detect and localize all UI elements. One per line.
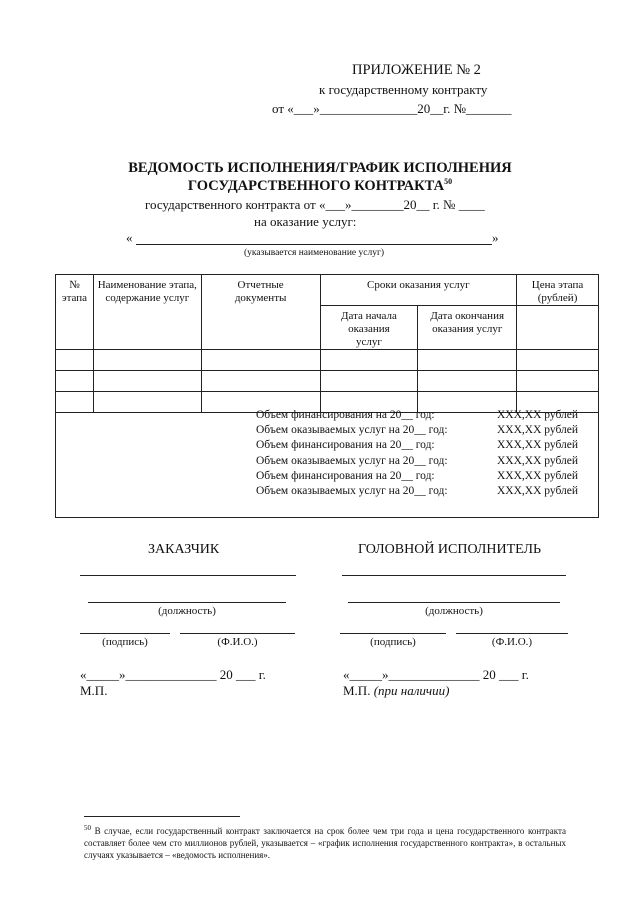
document-heading-text: ГОСУДАРСТВЕННОГО КОНТРАКТА [187,177,445,194]
financing-label: Объем оказываемых услуг на 20__ год: [256,485,448,497]
contractor-stamp-note: (при наличии) [373,683,450,698]
footnote-reference: 50 [444,177,453,186]
customer-name-line [80,575,296,576]
header-service-terms: Сроки оказания услуг [320,275,517,306]
service-quote-close: » [492,230,499,245]
service-quote-open: « [126,230,133,245]
footnote-separator [84,816,240,817]
customer-signature-label: (подпись) [102,636,148,648]
customer-position-line [88,602,286,603]
financing-value: XXX,XX рублей [497,409,579,421]
header-start-date: Дата начала оказания услуг [320,306,418,350]
contractor-stamp [343,683,449,699]
services-label: на оказание услуг: [254,214,357,229]
contractor-stamp-label: М.П. [343,683,371,698]
contractor-position-line [348,602,560,603]
contractor-name-line [342,575,566,576]
financing-label: Объем оказываемых услуг на 20__ год: [256,424,448,436]
financing-label: Объем финансирования на 20__ год: [256,439,435,451]
footnote-number: 50 [84,824,91,832]
footnote-text: В случае, если государственный контракт заключается на срок более чем три года и цена государственного контракта составляет более чем сто миллионов рублей, указывается – «график исполнения государственного контракта», в остальных случаях указывается – «ведомость исполнения». [84,826,567,860]
customer-fio-line [180,633,295,634]
financing-label: Объем оказываемых услуг на 20__ год: [256,455,448,467]
financing-value: XXX,XX рублей [497,439,579,451]
customer-signature-line [80,633,170,634]
header-stage-price: Цена этапа (рублей) [517,275,599,306]
contractor-date: «_____»______________ 20 ___ г. [343,667,529,682]
contract-reference-line: государственного контракта от «___»________20__ г. № ____ [145,197,485,212]
contractor-fio-label: (Ф.И.О.) [491,636,533,648]
document-heading-line1: ВЕДОМОСТЬ ИСПОЛНЕНИЯ/ГРАФИК ИСПОЛНЕНИЯ [128,160,512,176]
contractor-signature-label: (подпись) [370,636,416,648]
financing-value: XXX,XX рублей [497,485,579,497]
customer-date: «_____»______________ 20 ___ г. [80,667,266,682]
header-reporting-docs: Отчетные документы [201,275,320,350]
appendix-title: ПРИЛОЖЕНИЕ № 2 [352,62,481,78]
footnote [84,822,566,861]
contractor-fio-line [456,633,568,634]
customer-stamp: М.П. [80,683,108,698]
customer-position-label: (должность) [158,605,216,617]
financing-label: Объем финансирования на 20__ год: [256,409,435,421]
appendix-contract-ref: к государственному контракту [319,82,488,97]
table-row [56,371,599,392]
header-stage-name: Наименование этапа, содержание услуг [93,275,201,350]
financing-value: XXX,XX рублей [497,470,579,482]
table-row [56,350,599,371]
header-stage-number: № этапа [56,275,94,350]
document-heading-line2 [0,177,640,195]
header-price-empty [517,306,599,350]
financing-value: XXX,XX рублей [497,424,579,436]
financing-label: Объем финансирования на 20__ год: [256,470,435,482]
contractor-position-label: (должность) [425,605,483,617]
customer-title: ЗАКАЗЧИК [148,542,220,557]
appendix-date-line: от «___»_______________20__г. №_______ [272,101,512,116]
service-name-line [136,244,492,245]
contractor-title: ГОЛОВНОЙ ИСПОЛНИТЕЛЬ [358,542,542,557]
financing-value: XXX,XX рублей [497,455,579,467]
customer-fio-label: (Ф.И.О.) [217,636,258,648]
service-name-hint: (указывается наименование услуг) [243,248,385,258]
contractor-signature-line [340,633,446,634]
header-end-date: Дата окончания оказания услуг [418,306,517,350]
